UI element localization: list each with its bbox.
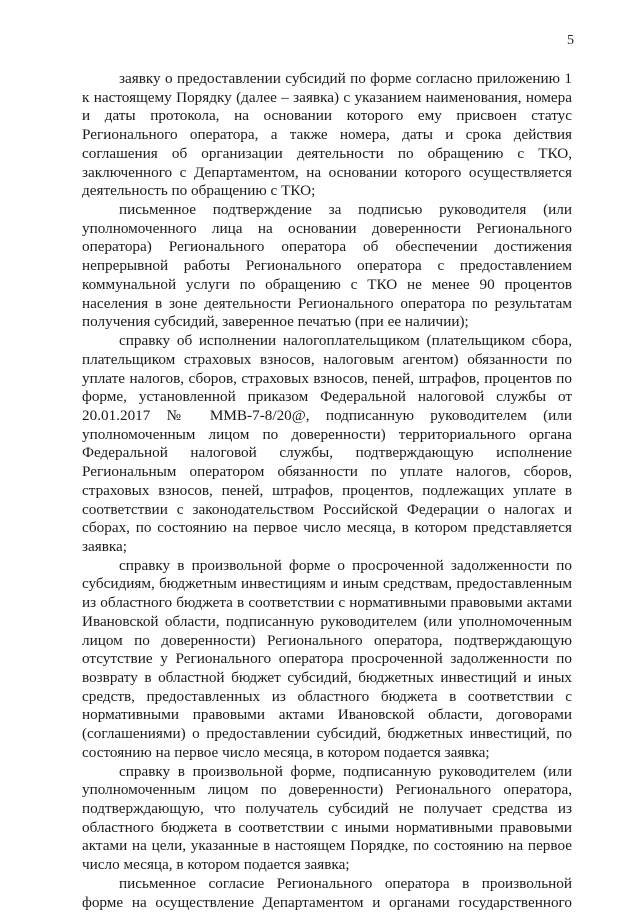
paragraph-overdue-debt-certificate: справку в произвольной форме о просроченной задолженности по субсидиям, бюджетным инвестициям и иным средствам, предоставленным из областного бюджета в соответствии с нормативными правовыми актами Ивановской области, подписанную руководителем (или уполномоченным лицом по доверенности) Регионального оператора, подтверждающую отсутствие у Регионального оператора просроченной задолженности по возврату в областной бюджет субсидий, бюджетных инвестиций и иных средств, предоставленных из областного бюджета в соответствии с нормативными правовыми актами Ивановской области, договорами (соглашениями) о предоставлении субсидий, бюджетных инвестиций, по состоянию на первое число месяца, в котором подается заявка; (82, 556, 572, 761)
paragraph-no-other-funds-certificate: справку в произвольной форме, подписанную руководителем (или уполномоченным лицом по доверенности) Регионального оператора, подтверждающую, что получатель субсидий не получает средства из областного бюджета в соответствии с иными нормативными правовыми актами на цели, указанные в настоящем Порядке, по состоянию на первое число месяца, в котором подается заявка; (82, 762, 572, 874)
paragraph-written-confirmation: письменное подтверждение за подписью руководителя (или уполномоченного лица на основании доверенности Регионального оператора) Регионального оператора об обеспечении достижения непрерывной работы Регионального оператора с предоставлением коммунальной услуги по обращению с ТКО не менее 90 процентов населения в зоне деятельности Регионального оператора по результатам получения субсидий, заверенное печатью (при ее наличии); (82, 201, 572, 331)
paragraph-application-request: заявку о предоставлении субсидий по форме согласно приложению 1 к настоящему Порядку (далее – заявка) с указанием наименования, номера и даты протокола, на основании которого ему присвоен статус Регионального оператора, а также номера, даты и срока действия соглашения об организации деятельности по обращению с ТКО, заключенного с Департаментом, на основании которого осуществляется деятельность по обращению с ТКО; (82, 70, 572, 200)
page-number: 5 (567, 33, 574, 48)
document-body (82, 70, 572, 912)
paragraph-tax-certificate: справку об исполнении налогоплательщиком (плательщиком сбора, плательщиком страховых взносов, налоговым агентом) обязанности по уплате налогов, сборов, страховых взносов, пеней, штрафов, процентов по форме, установленной приказом Федеральной налоговой службы от 20.01.2017 № ММВ-7-8/20@, подписанную руководителем (или уполномоченным лицом по доверенности) территориального органа Федеральной налоговой службы, подтверждающую исполнение Региональным оператором обязанности по уплате налогов, сборов, страховых взносов, пеней, штрафов, процентов, подлежащих уплате в соответствии с законодательством Российской Федерации о налогах и сборах, по состоянию на первое число месяца, в котором представляется заявка; (82, 332, 572, 555)
paragraph-written-consent: письменное согласие Регионального оператора в произвольной форме на осуществление Департаментом и органами государственного (82, 874, 572, 911)
